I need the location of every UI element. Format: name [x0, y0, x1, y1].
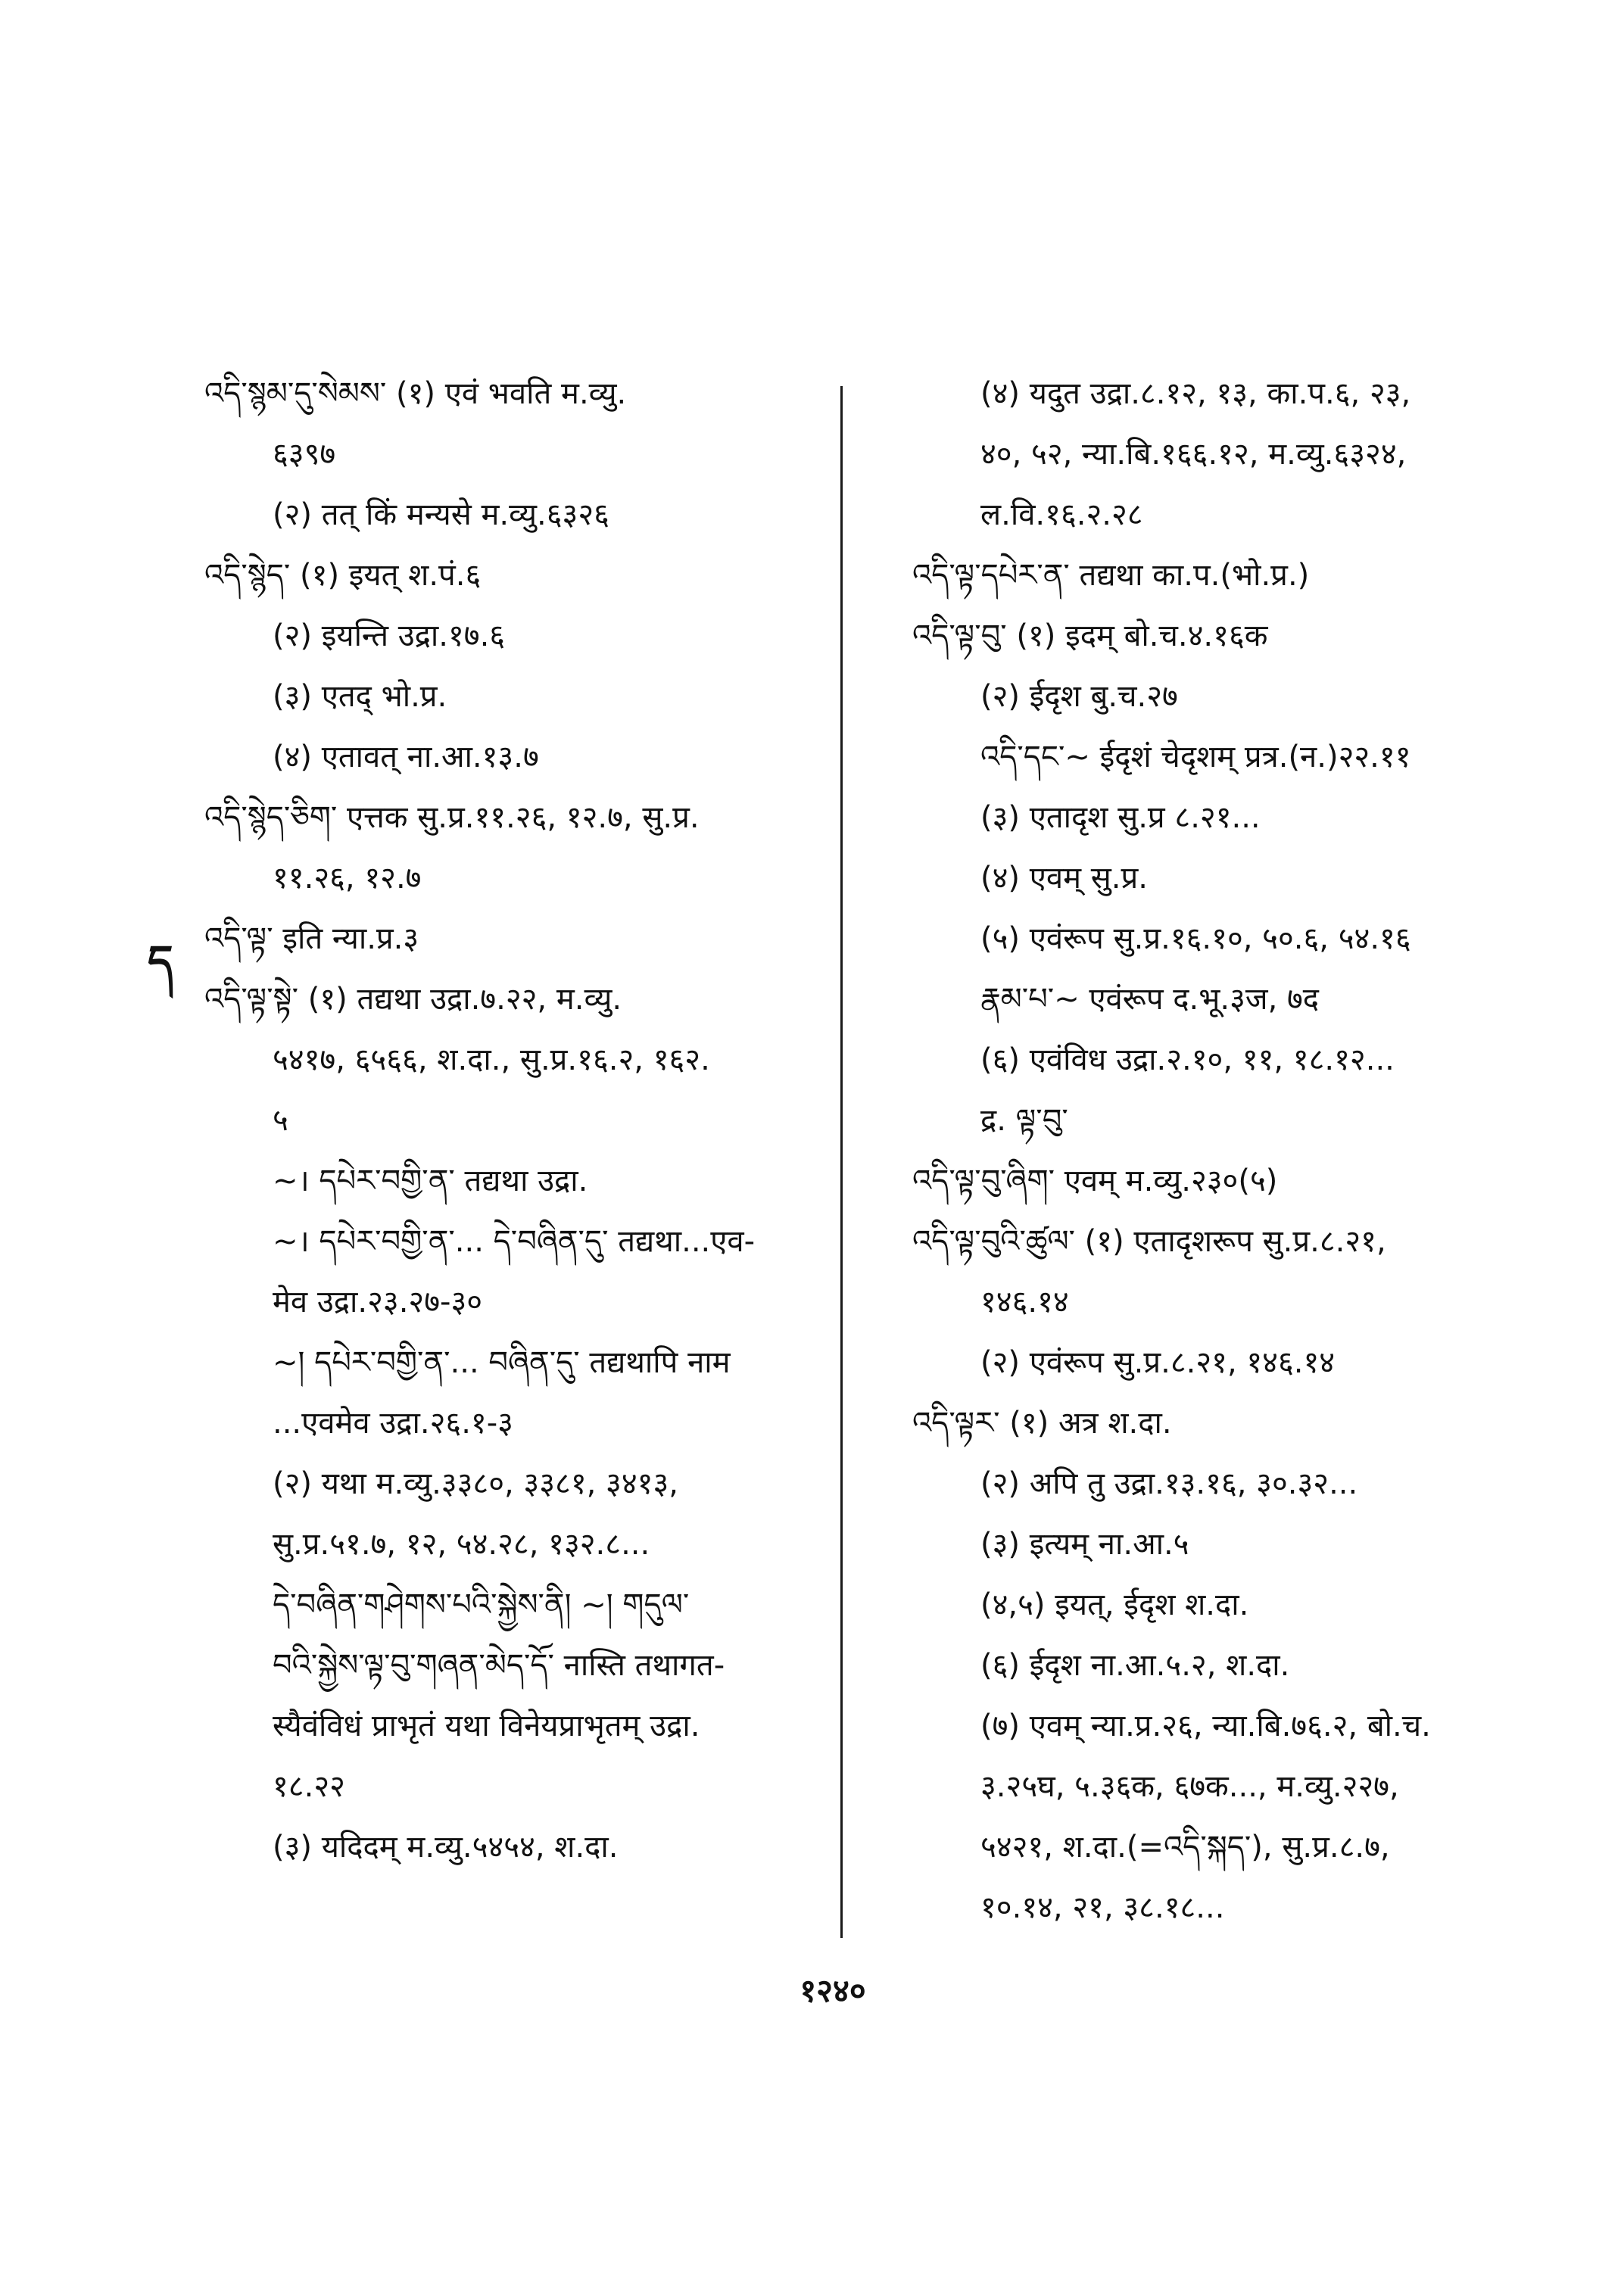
entry-sense-line: ...एवमेव उद्रा.२६.१-३	[273, 1406, 513, 1441]
right-column	[897, 363, 1503, 1938]
entry-sense-line: (४) एतावत् ना.आ.१३.७	[273, 740, 539, 774]
entry-headword-line: འདི་ལྟ་བུའི་ཚུལ་ (१) एतादृशरूप सु.प्र.८.२१,	[912, 1224, 1386, 1259]
entry-headword-line: འདི་ལྟ་དཔེར་ན་ तद्यथा का.प.(भो.प्र.)	[912, 558, 1310, 593]
entry-sense-line: ल.वि.१६.२.२८	[980, 497, 1143, 532]
entry-sense-line: (५) एवंरूप सु.प्र.१६.१०, ५०.६, ५४.१६	[980, 921, 1411, 956]
column-divider	[840, 386, 843, 1938]
entry-sense-line: ५	[273, 1103, 288, 1138]
entry-headword-line: འདི་ལྟ་སྟེ་ (१) तद्यथा उद्रा.७.२२, म.व्यु.	[204, 982, 622, 1017]
entry-sense-line: (२) यथा म.व्यु.३३८०, ३३८१, ३४१३,	[273, 1466, 678, 1501]
entry-sense-line: १८.२२	[273, 1769, 345, 1804]
left-column	[189, 363, 840, 1877]
entry-sense-line: ४०, ५२, न्या.बि.१६६.१२, म.व्यु.६३२४,	[980, 437, 1407, 472]
entry-sense-line: ~। དཔེར་བགྱི་ན་... དེ་བཞིན་དུ་ तद्यथा...एव-	[273, 1224, 756, 1259]
entry-headword-line: འདི་ལྟ་བུ་ (१) इदम् बो.च.४.१६क	[912, 618, 1268, 653]
entry-sense-line: सु.प्र.५१.७, १२, ५४.२८, १३२.८...	[273, 1527, 650, 1562]
entry-sense-line: ११.२६, १२.७	[273, 861, 422, 896]
entry-sense-line: ६३९७	[273, 437, 336, 472]
entry-sense-line: དེ་བཞིན་གཤེགས་པའི་སྐྱེས་ནི། ~། གདུལ་	[273, 1587, 690, 1622]
entry-sense-line: (६) एवंविध उद्रा.२.१०, ११, १८.१२...	[980, 1042, 1395, 1077]
entry-sense-line: द्र. ལྟ་བུ་	[980, 1103, 1068, 1138]
entry-sense-line: (३) इत्यम् ना.आ.५	[980, 1527, 1189, 1562]
entry-sense-line: १४६.१४	[980, 1285, 1069, 1319]
entry-sense-line: (३) यदिदम् म.व्यु.५४५४, श.दा.	[273, 1830, 619, 1865]
entry-sense-line: ३.२५घ, ५.३६क, ६७क..., म.व्यु.२२७,	[980, 1769, 1399, 1804]
entry-sense-line: བའི་སྐྱེས་ལྟ་བུ་གཞན་མེད་དོ་ नास्ति तथागत-	[273, 1648, 725, 1683]
margin-letter-mark: ད	[148, 936, 173, 987]
entry-headword-line: འདི་ལྟ་བུ་ཞིག་ एवम् म.व्यु.२३०(५)	[912, 1164, 1278, 1198]
entry-sense-line: (२) अपि तु उद्रा.१३.१६, ३०.३२...	[980, 1466, 1358, 1501]
page-number: १२४०	[800, 1972, 866, 2009]
entry-sense-line: स्यैवंविधं प्राभृतं यथा विनेयप्राभृतम् उद्रा.	[273, 1709, 700, 1743]
entry-sense-line: (३) एतादृश सु.प्र ८.२१...	[980, 800, 1261, 835]
entry-sense-line: ~। དཔེར་བགྱི་ན་ तद्यथा उद्रा.	[273, 1164, 588, 1198]
entry-sense-line: འདི་དང་~ ईदृशं चेदृशम् प्रत्र.(न.)२२.११	[980, 740, 1411, 774]
entry-sense-line: (२) ईदृश बु.च.२७	[980, 679, 1178, 714]
entry-headword-line: འདི་སྙེད་ཅིག་ एत्तक सु.प्र.११.२६, १२.७, सु.प्र.	[204, 800, 700, 835]
entry-sense-line: ५४२१, श.दा.(=འདི་སྐད་), सु.प्र.८.७,	[980, 1830, 1390, 1865]
entry-headword-line: འདི་ལྟར་ (१) अत्र श.दा.	[912, 1406, 1172, 1441]
entry-sense-line: (३) एतद् भो.प्र.	[273, 679, 447, 714]
entry-sense-line: (६) ईदृश ना.आ.५.२, श.दा.	[980, 1648, 1290, 1683]
entry-headword-line: འདི་ལྟ་ इति न्या.प्र.३	[204, 921, 419, 956]
entry-sense-line: ५४१७, ६५६६, श.दा., सु.प्र.१६.२, १६२.	[273, 1042, 710, 1077]
entry-sense-line: (४) यदुत उद्रा.८.१२, १३, का.प.६, २३,	[980, 376, 1411, 411]
entry-sense-line: ~། དཔེར་བགྱི་ན་... བཞིན་དུ་ तद्यथापि नाम	[273, 1345, 731, 1380]
entry-sense-line: मेव उद्रा.२३.२७-३०	[273, 1285, 483, 1319]
entry-sense-line: (७) एवम् न्या.प्र.२६, न्या.बि.७६.२, बो.च.	[980, 1709, 1431, 1743]
entry-sense-line: (४,५) इयत्, ईदृश श.दा.	[980, 1587, 1249, 1622]
entry-sense-line: (२) एवंरूप सु.प्र.८.२१, १४६.१४	[980, 1345, 1336, 1380]
entry-sense-line: (२) इयन्ति उद्रा.१७.६	[273, 618, 506, 653]
entry-headword-line: འདི་སྙམ་དུ་སེམས་ (१) एवं भवति म.व्यु.	[204, 376, 627, 411]
entry-sense-line: རྣམ་པ་~ एवंरूप द.भू.३ज, ७द	[980, 982, 1320, 1017]
entry-headword-line: འདི་སྙེད་ (१) इयत् श.पं.६	[204, 558, 482, 593]
entry-sense-line: (४) एवम् सु.प्र.	[980, 861, 1148, 896]
entry-sense-line: (२) तत् किं मन्यसे म.व्यु.६३२६	[273, 497, 609, 532]
entry-sense-line: १०.१४, २१, ३८.१८...	[980, 1890, 1225, 1925]
